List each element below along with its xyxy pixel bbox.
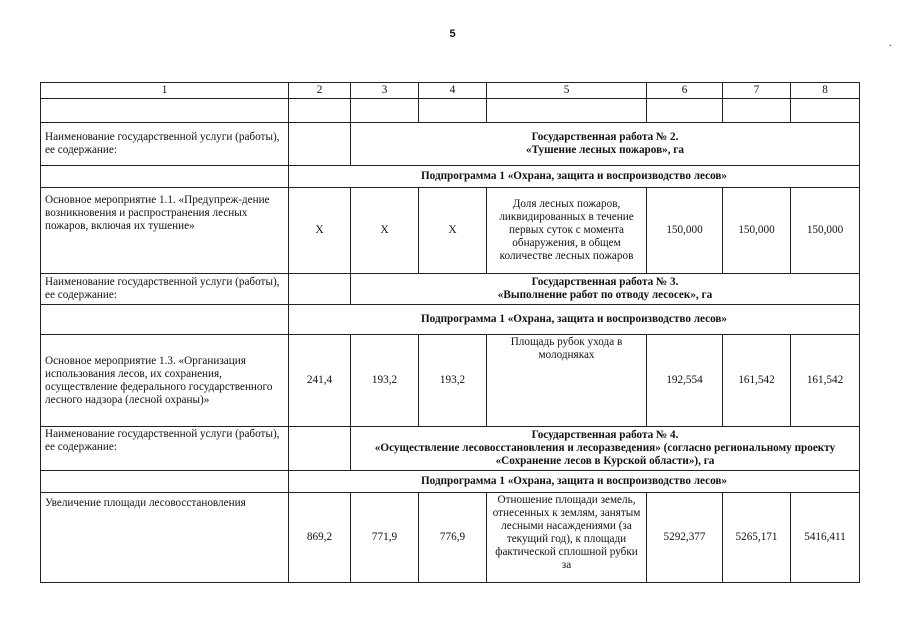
activity-label: Увеличение площади лесовосстановления — [41, 493, 289, 583]
value-cell: Х — [351, 188, 419, 274]
value-cell: 241,4 — [289, 335, 351, 427]
work-name: «Выполнение работ по отводу лесосек», га — [497, 289, 713, 301]
empty-cell — [41, 471, 289, 493]
activity-row — [41, 335, 860, 427]
header-cell: 4 — [419, 83, 487, 99]
value-cell: 150,000 — [791, 188, 860, 274]
page-number: 5 — [449, 28, 456, 40]
work-title — [351, 427, 860, 471]
service-label: Наименование государственной услуги (работы), ее содержание: — [41, 274, 289, 305]
corner-mark: . — [889, 38, 892, 49]
service-row — [41, 274, 860, 305]
work-title — [351, 123, 860, 166]
empty-cell — [289, 123, 351, 166]
value-cell: 192,554 — [647, 335, 723, 427]
empty-cell — [647, 99, 723, 123]
empty-cell — [351, 99, 419, 123]
activity-row — [41, 188, 860, 274]
empty-cell — [289, 99, 351, 123]
report-table — [40, 82, 860, 583]
header-cell: 3 — [351, 83, 419, 99]
empty-cell — [41, 99, 289, 123]
subprogram-row — [41, 471, 860, 493]
work-name: «Тушение лесных пожаров», га — [526, 144, 684, 156]
empty-cell — [723, 99, 791, 123]
value-cell: Х — [289, 188, 351, 274]
service-label: Наименование государственной услуги (работы), ее содержание: — [41, 123, 289, 166]
indicator-cell: Площадь рубок ухода в молодняках — [487, 335, 647, 427]
work-name: «Осуществление лесовосстановления и лесоразведения» (согласно региональному проекту «Сохранение лесов в Курской области»), га — [374, 442, 836, 467]
value-cell: 150,000 — [647, 188, 723, 274]
indicator-cell: Отношение площади земель, отнесенных к землям, занятым лесными насаждениями (за текущий год), к площади фактической сплошной рубки за — [487, 493, 647, 583]
empty-cell — [289, 274, 351, 305]
value-cell: 193,2 — [351, 335, 419, 427]
subprogram-title: Подпрограмма 1 «Охрана, защита и воспроизводство лесов» — [289, 166, 860, 188]
header-cell: 1 — [41, 83, 289, 99]
value-cell: 161,542 — [723, 335, 791, 427]
value-cell: 771,9 — [351, 493, 419, 583]
value-cell: 161,542 — [791, 335, 860, 427]
header-cell: 8 — [791, 83, 860, 99]
indicator-cell: Доля лесных пожаров, ликвидированных в течение первых суток с момента обнаружения, в общем количестве лесных пожаров — [487, 188, 647, 274]
subprogram-title: Подпрограмма 1 «Охрана, защита и воспроизводство лесов» — [289, 471, 860, 493]
activity-label: Основное мероприятие 1.1. «Предупреж-дение возникновения и распространения лесных пожаров, включая их тушение» — [41, 188, 289, 274]
work-number: Государственная работа № 4. — [531, 429, 679, 441]
empty-cell — [41, 166, 289, 188]
work-number: Государственная работа № 2. — [531, 131, 679, 143]
value-cell: 869,2 — [289, 493, 351, 583]
header-cell: 2 — [289, 83, 351, 99]
subprogram-row — [41, 166, 860, 188]
subprogram-title: Подпрограмма 1 «Охрана, защита и воспроизводство лесов» — [289, 305, 860, 335]
value-cell: 150,000 — [723, 188, 791, 274]
header-cell: 7 — [723, 83, 791, 99]
empty-cell — [487, 99, 647, 123]
value-cell: 193,2 — [419, 335, 487, 427]
work-title — [351, 274, 860, 305]
empty-cell — [791, 99, 860, 123]
empty-cell — [41, 305, 289, 335]
value-cell: 5265,171 — [723, 493, 791, 583]
value-cell: 5292,377 — [647, 493, 723, 583]
value-cell: 776,9 — [419, 493, 487, 583]
header-cell: 6 — [647, 83, 723, 99]
activity-label: Основное мероприятие 1.3. «Организация использования лесов, их сохранения, осуществление федерального государственного лесного надзора (лесной охраны)» — [41, 335, 289, 427]
service-label: Наименование государственной услуги (работы), ее содержание: — [41, 427, 289, 471]
header-cell: 5 — [487, 83, 647, 99]
empty-cell — [289, 427, 351, 471]
subprogram-row — [41, 305, 860, 335]
value-cell: Х — [419, 188, 487, 274]
service-row — [41, 427, 860, 471]
empty-row — [41, 99, 860, 123]
value-cell: 5416,411 — [791, 493, 860, 583]
service-row — [41, 123, 860, 166]
work-number: Государственная работа № 3. — [531, 276, 679, 288]
empty-cell — [419, 99, 487, 123]
activity-row — [41, 493, 860, 583]
header-row — [41, 83, 860, 99]
